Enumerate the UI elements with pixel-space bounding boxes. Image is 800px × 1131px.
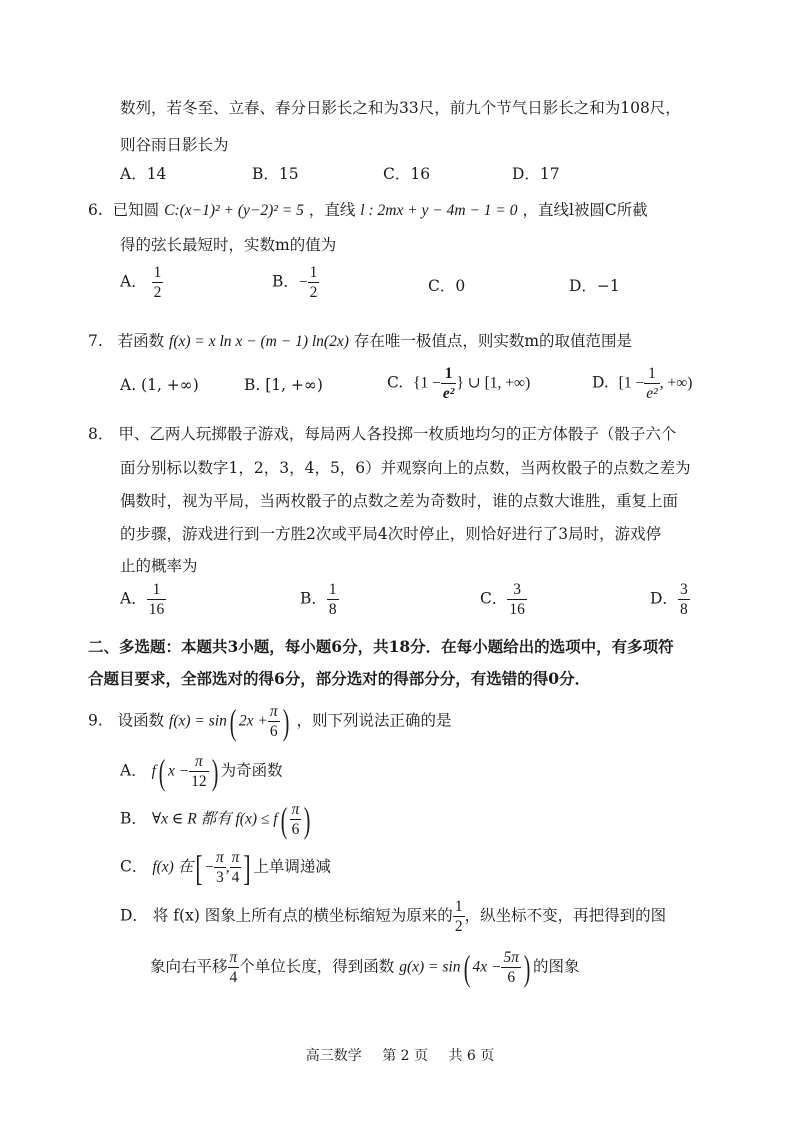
denominator: 6 (507, 969, 516, 986)
q7-number: 7. (88, 332, 103, 350)
q9-d2-fraction2 (501, 948, 521, 987)
numerator: 1 (309, 264, 318, 281)
q8-option-c-fraction (507, 580, 527, 619)
bracket-open: [ (195, 847, 203, 888)
footer-subject: 高三数学 (305, 1048, 362, 1064)
denominator: 2 (153, 284, 162, 301)
denominator: 4 (231, 869, 240, 886)
q9-c-tail: 上单调递减 (253, 857, 331, 876)
q6-option-d: D．−1 (569, 277, 620, 295)
q7-option-d-pre: [1 − (618, 374, 645, 392)
numerator: π (189, 752, 209, 772)
q7-function: f(x) = x ln x − (m − 1) ln(2x) (169, 333, 349, 350)
q9-d2-mid: 个单位长度，得到函数 (239, 957, 395, 976)
q9-d-fraction (453, 897, 465, 936)
paren-open: ( (280, 799, 287, 840)
paren-open: ( (229, 701, 237, 742)
q8-option-d-fraction (678, 580, 690, 619)
paren-open: ( (158, 751, 166, 792)
q5-option-c: C．16 (383, 165, 431, 183)
q9-func-inner: 2x + (238, 712, 268, 730)
numerator: 1 (644, 364, 660, 384)
numerator: π (215, 849, 224, 866)
q7-option-b: B. [1, +∞) (244, 376, 323, 394)
section2-heading-line1: 二、多选题：本题共3小题，每小题6分，共18分．在每小题给出的选项中，有多项符 (88, 637, 674, 656)
q8-option-d-label: D． (650, 589, 678, 608)
paren-close: ) (523, 947, 531, 988)
denominator: 8 (679, 601, 688, 618)
q7-lead: 若函数 (117, 332, 165, 350)
q8-text-line2: 面分别标以数字1，2，3，4，5，6）并观察向上的点数，当两枚骰子的点数之差为 (120, 459, 691, 477)
numerator: 1 (153, 264, 162, 281)
q9-a-tail: 为奇函数 (220, 761, 283, 780)
q9-d2-inner: 4x − (472, 958, 502, 976)
q8-option-b-fraction (327, 580, 339, 619)
q9-a-inner: x − (167, 762, 190, 780)
q7-option-d-post: , +∞) (659, 374, 693, 392)
numerator: 1 (147, 580, 167, 600)
q6-option-b-label: B． (272, 272, 299, 291)
q9-d2-fraction (228, 948, 240, 987)
numerator: 3 (507, 580, 527, 600)
q6-option-b-sign: − (298, 273, 308, 291)
q9-d2-tail: 的图象 (532, 957, 580, 976)
q8-number: 8． (88, 425, 114, 443)
paren-close: ) (282, 701, 289, 742)
q7-option-c-fraction (441, 364, 457, 403)
footer-page: 第 2 页 (382, 1048, 428, 1064)
q5-option-b: B．15 (252, 165, 299, 183)
denominator: e² (442, 385, 455, 402)
page-footer (0, 1045, 800, 1065)
numerator: 1 (328, 581, 337, 598)
numerator: π (231, 849, 240, 866)
paren-close: ) (304, 799, 311, 840)
q7-option-a: A. (1, +∞) (120, 376, 199, 394)
q8-line1 (88, 422, 676, 444)
q6-option-a (120, 263, 163, 302)
denominator: 3 (215, 869, 224, 886)
q9-option-d-line1 (120, 897, 666, 936)
q8-option-c-label: C． (480, 589, 508, 608)
section2-heading-line2: 合题目要求，全部选对的得6分，部分选对的得部分分，有选错的得0分． (88, 669, 591, 688)
q9-c-pre: f(x) 在 (152, 858, 194, 876)
q9-option-d-line2 (150, 948, 580, 987)
denominator: 8 (328, 601, 337, 618)
q8-text-line4: 的步骤，游戏进行到一方胜2次或平局4次时停止，则恰好进行了3局时，游戏停 (120, 525, 662, 543)
q9-b-pre: ∀x ∈ R 都有 f(x) ≤ f (151, 810, 278, 828)
denominator: 6 (291, 821, 300, 838)
q5-option-d: D．17 (512, 165, 560, 183)
q7-option-c (387, 364, 530, 403)
denominator: 6 (269, 723, 278, 740)
q6-number: 6. (88, 201, 103, 219)
bracket-close: ] (243, 847, 251, 888)
q9-number: 9. (88, 711, 103, 730)
q8-option-b (300, 580, 339, 619)
q7-tail: 存在唯一极值点，则实数m的取值范围是 (353, 332, 633, 350)
q6-line1 (88, 198, 648, 220)
q9-d2-g: g(x) = sin (399, 958, 461, 976)
denominator: 2 (454, 918, 463, 935)
q9-a-fraction (189, 752, 209, 791)
q6-line2: 得的弦长最短时，实数m的值为 (120, 236, 337, 254)
q9-c-sign: − (205, 858, 214, 876)
q5-text-line1: 数列，若冬至、立春、春分日影长之和为33尺，前九个节气日影长之和为108尺， (120, 99, 681, 117)
denominator: 16 (509, 601, 525, 618)
q6-circle-equation: C:(x−1)² + (y−2)² = 5 (164, 202, 304, 219)
q9-func-fraction (268, 702, 280, 741)
q9-option-c (120, 848, 331, 887)
denominator: 12 (191, 773, 207, 790)
numerator: 3 (679, 581, 688, 598)
q5-text-line2: 则谷雨日影长为 (120, 136, 229, 154)
q9-c-comma: , (225, 858, 230, 876)
q9-d2-pre: 象向右平移 (150, 957, 228, 976)
footer-total: 共 6 页 (448, 1048, 495, 1064)
q8-option-d (650, 580, 690, 619)
denominator: e² (646, 385, 658, 402)
q9-tail: ，则下列说法正确的是 (296, 711, 452, 730)
q9-c-fraction1 (214, 848, 226, 887)
q7-line1 (88, 329, 632, 351)
q8-text-line5: 止的概率为 (120, 557, 198, 575)
numerator: π (269, 703, 278, 720)
q6-option-b (272, 263, 319, 302)
q7-option-c-label: C. (387, 373, 404, 392)
q8-option-b-label: B． (300, 589, 327, 608)
q8-option-a-label: A． (120, 589, 147, 608)
q9-b-label: B． (120, 809, 147, 828)
paren-open: ( (463, 947, 470, 988)
numerator: π (291, 801, 300, 818)
q9-func-pre: f(x) = sin (169, 712, 227, 730)
q7-option-d-label: D. (592, 373, 609, 392)
q7-option-d (592, 364, 692, 403)
numerator: 1 (454, 898, 463, 915)
numerator: 1 (441, 364, 457, 384)
q9-d-pre: 将 f(x) 图象上所有点的横坐标缩短为原来的 (152, 906, 453, 925)
q6-option-a-fraction (152, 263, 164, 302)
q8-text-line1: 甲、乙两人玩掷骰子游戏，每局两人各投掷一枚质地均匀的正方体骰子（骰子六个 (118, 425, 677, 443)
q8-option-c (480, 580, 527, 619)
q9-b-fraction (290, 800, 302, 839)
q9-a-label: A． (120, 761, 147, 780)
q9-c-label: C． (120, 857, 148, 876)
q9-lead: 设函数 (117, 711, 165, 730)
denominator: 2 (309, 284, 318, 301)
denominator: 16 (148, 601, 165, 618)
q9-d-label: D． (120, 906, 148, 925)
q6-tail: ，直线l被圆C所截 (522, 201, 648, 219)
q6-mid: ，直线 (308, 201, 356, 219)
q8-option-a-fraction (147, 580, 167, 619)
q8-text-line3: 偶数时，视为平局，当两枚骰子的点数之差为奇数时，谁的点数大谁胜，重复上面 (120, 492, 679, 510)
denominator: 4 (229, 969, 238, 986)
q6-lead: 已知圆 (112, 201, 160, 219)
paren-close: ) (211, 751, 218, 792)
q6-line-equation: l : 2mx + y − 4m − 1 = 0 (360, 202, 518, 219)
q9-d-tail: ，纵坐标不变，再把得到的图 (464, 906, 667, 925)
q7-option-c-pre: {1 − (413, 374, 441, 392)
q9-a-pre: f (151, 762, 156, 780)
q9-option-a (120, 752, 283, 791)
q6-option-c: C．0 (428, 277, 466, 295)
q8-option-a (120, 580, 166, 619)
q9-line1 (88, 702, 452, 741)
q6-option-b-fraction (308, 263, 320, 302)
q9-option-b (120, 800, 313, 839)
q5-option-a: A．14 (120, 165, 167, 183)
q7-option-d-fraction (644, 364, 660, 403)
q6-option-a-label: A． (120, 272, 147, 291)
numerator: 5π (503, 949, 519, 966)
numerator: π (229, 949, 238, 966)
q7-option-c-post: } ∪ [1, +∞) (456, 374, 531, 392)
q9-c-fraction2 (230, 848, 242, 887)
